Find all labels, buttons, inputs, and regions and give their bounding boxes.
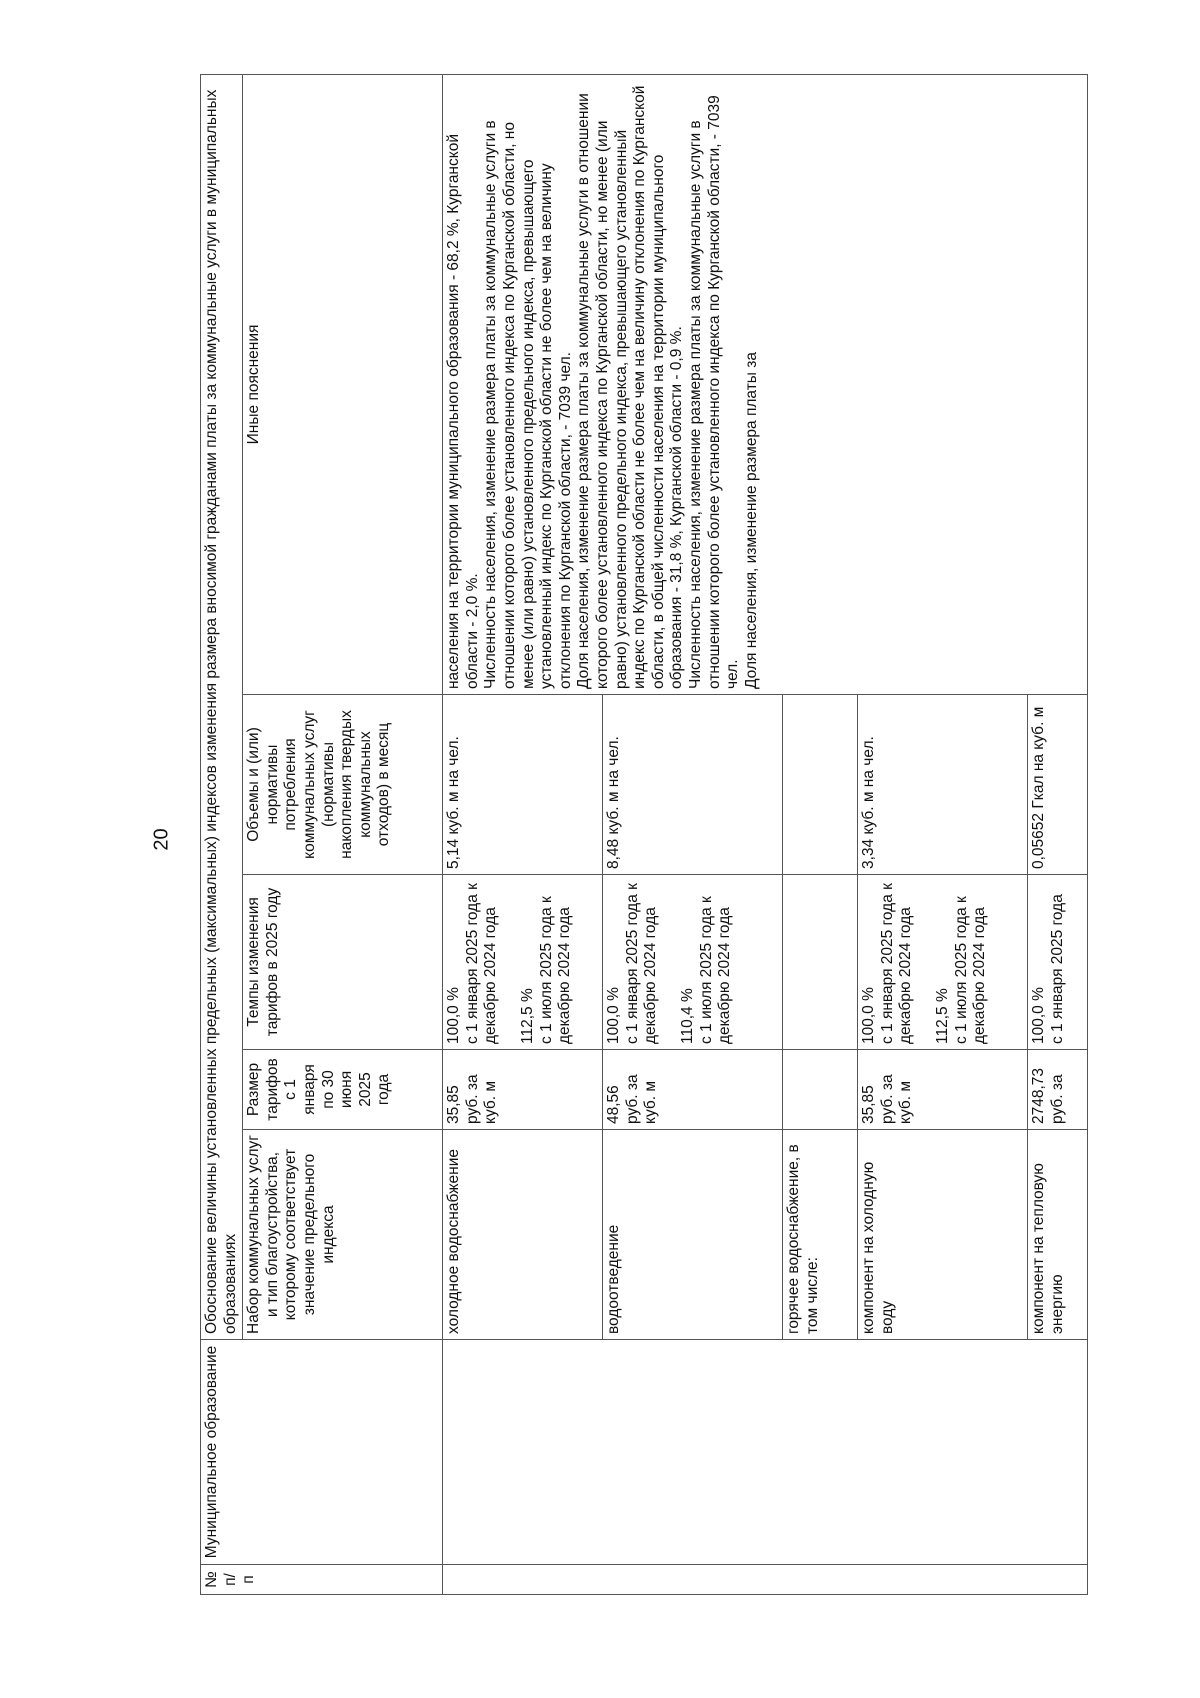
- cell-size: [783, 1050, 858, 1130]
- note-paragraph: Численность населения, изменение размера платы за коммунальные услуги в отношении которого более установленного индекса по Курганской области, но менее (или равно) установленного предельного индекса, превышающего установленный индекс по Курганской области не более чем на величину отклонения по Курганской области, - 7039 чел.: [482, 120, 574, 689]
- rate-period: с 1 июля 2025 года к декабрю 2024 года: [537, 896, 574, 1044]
- header-set: Набор коммунальных услуг и тип благоустройства, которому соответствует значение предельного индекса: [243, 1130, 443, 1340]
- cell-size: 35,85 руб. за куб. м: [443, 1050, 603, 1130]
- cell-service: горячее водоснабжение, в том числе:: [783, 1130, 858, 1340]
- cell-rate: [783, 875, 858, 1050]
- rate-value: 100,0 %: [605, 987, 623, 1044]
- rate-period: с 1 января 2025 года к декабрю 2024 года: [463, 883, 500, 1044]
- cell-volume: 0,05652 Гкал на куб. м: [1028, 695, 1088, 875]
- tariff-justification-table: [200, 74, 1088, 1595]
- rate-value: 110,4 %: [678, 988, 696, 1044]
- cell-size: 2748,73 руб. за: [1028, 1050, 1088, 1130]
- rate-period: с 1 января 2025 года к декабрю 2024 года: [878, 883, 915, 1044]
- cell-size: 48,56 руб. за куб. м: [603, 1050, 783, 1130]
- cell-rate: [1028, 875, 1088, 1050]
- page-number: 20: [150, 828, 173, 851]
- header-num: № п/п: [201, 1565, 443, 1595]
- rate-value: 100,0 %: [445, 987, 463, 1044]
- header-municipality: Муниципальное образование: [201, 1340, 443, 1565]
- header-tariff-rate: Темпы изменения тарифов в 2025 году: [243, 875, 443, 1050]
- header-notes: Иные пояснения: [243, 74, 443, 694]
- cell-municipality: [443, 1340, 1088, 1565]
- cell-volume: 8,48 куб. м на чел.: [603, 695, 783, 875]
- note-paragraph: населения на территории муниципального образования - 68,2 %, Курганской области - 2,0 %.: [445, 134, 481, 689]
- rate-period: с 1 января 2025 года: [1048, 894, 1066, 1044]
- cell-num: [443, 1565, 1088, 1595]
- note-paragraph: Доля населения, изменение размера платы за: [742, 352, 760, 689]
- cell-service: компонент на тепловую энергию: [1028, 1130, 1088, 1340]
- table-row: [443, 74, 603, 1594]
- cell-size: 35,85 руб. за куб. м: [858, 1050, 1028, 1130]
- rate-period: с 1 июля 2025 года к декабрю 2024 года: [952, 896, 989, 1044]
- cell-rate: [603, 875, 783, 1050]
- rotated-table-wrapper: [200, 75, 1140, 1595]
- header-justification: Обоснование величины установленных предельных (максимальных) индексов изменения размера вносимой гражданами платы за коммунальные услуги в муниципальных образованиях: [201, 74, 243, 1339]
- cell-service: водоотведение: [603, 1130, 783, 1340]
- cell-service: холодное водоснабжение: [443, 1130, 603, 1340]
- cell-volume: 5,14 куб. м на чел.: [443, 695, 603, 875]
- cell-service: компонент на холодную воду: [858, 1130, 1028, 1340]
- header-tariff-size: Размер тарифов с 1 января по 30 июня 2025 года: [243, 1050, 443, 1130]
- note-paragraph: Доля населения, изменение размера платы за коммунальные услуги в отношении которого более установленного индекса по Курганской области, но менее (или равно) установленного предельного индекса, превышающего установленный индекс по Курганской области не более чем на величину отклонения по Курганской области, в общей численности населения на территории муниципального образования - 31,8 %, Курганской области - 0,9 %.: [575, 85, 686, 689]
- rate-value: 100,0 %: [1030, 987, 1048, 1044]
- cell-rate: [443, 875, 603, 1050]
- cell-notes: [443, 74, 1088, 694]
- table-header-row-1: [201, 74, 243, 1594]
- rate-value: 112,5 %: [518, 988, 536, 1044]
- rate-value: 100,0 %: [860, 987, 878, 1044]
- rate-value: 112,5 %: [933, 988, 951, 1044]
- cell-volume: 3,34 куб. м на чел.: [858, 695, 1028, 875]
- rate-period: с 1 января 2025 года к декабрю 2024 года: [623, 883, 660, 1044]
- rate-period: с 1 июля 2025 года к декабрю 2024 года: [697, 896, 734, 1044]
- cell-volume: [783, 695, 858, 875]
- note-paragraph: Численность населения, изменение размера платы за коммунальные услуги в отношении которого более установленного индекса по Курганской области, - 7039 чел.: [686, 95, 742, 689]
- header-volumes: Объемы и (или) нормативы потребления коммунальных услуг (нормативы накопления твердых коммунальных отходов) в месяц: [243, 695, 443, 875]
- cell-rate: [858, 875, 1028, 1050]
